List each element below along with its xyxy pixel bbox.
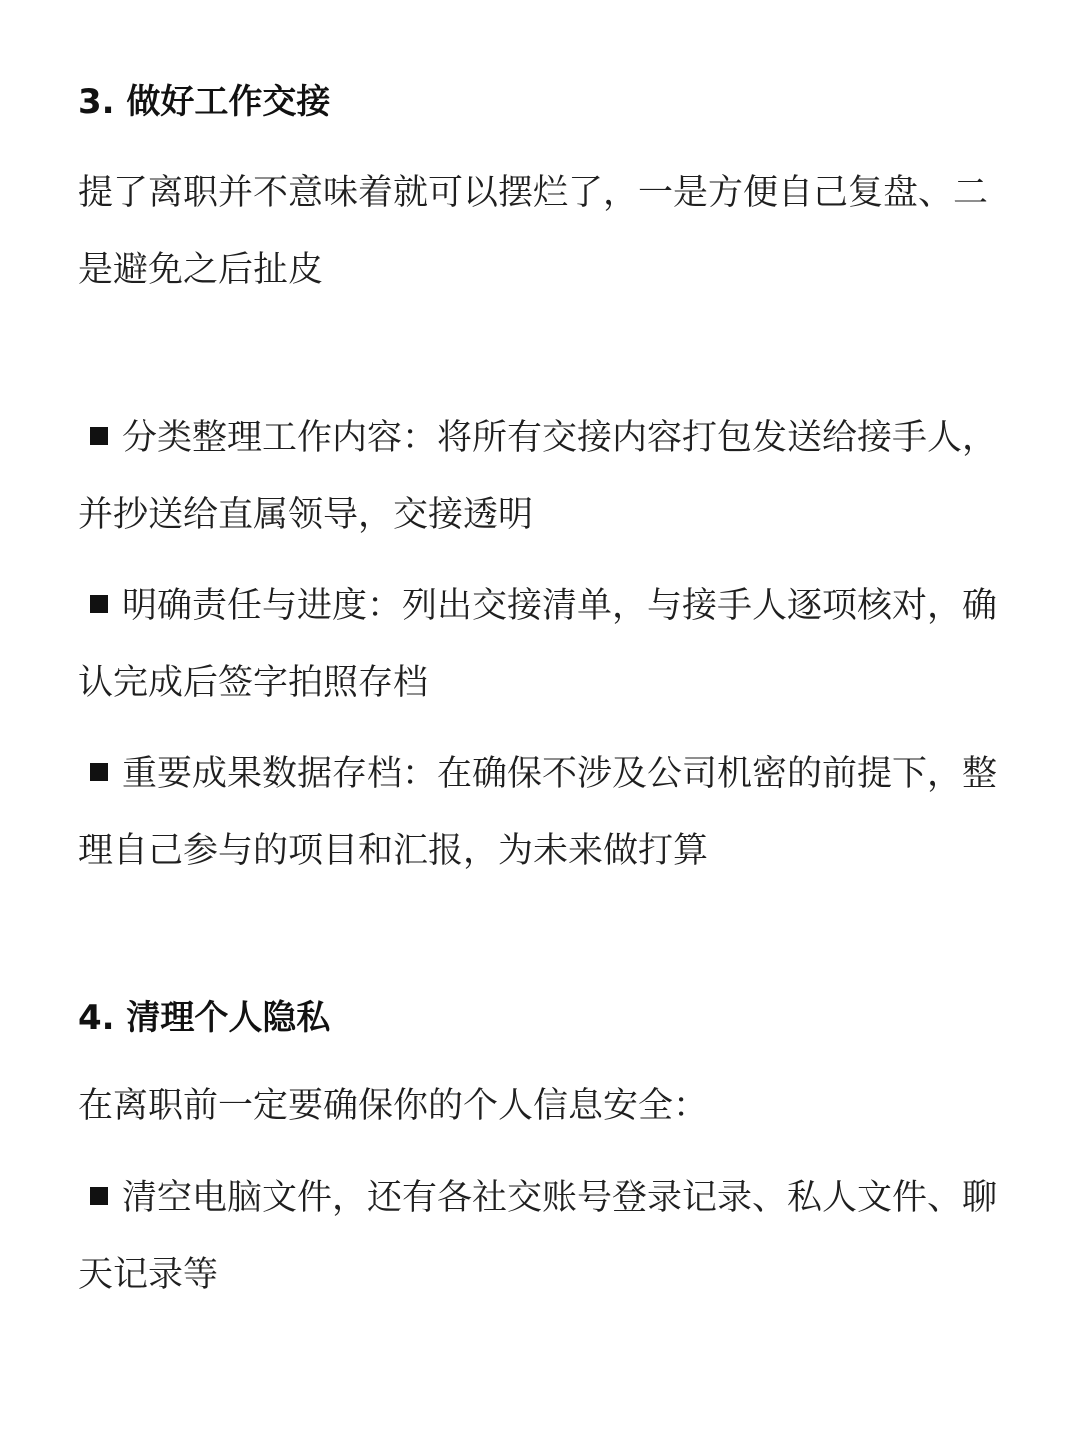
section-heading-4: 4. 清理个人隐私 [78,998,331,1038]
square-bullet-icon [90,427,108,445]
section-4-intro: 在离职前一定要确保你的个人信息安全： [78,1086,709,1126]
square-bullet-icon [90,1187,108,1205]
section-3-bullet-3 [78,736,998,890]
bullet-text: 重要成果数据存档：在确保不涉及公司机密的前提下，整理自己参与的项目和汇报，为未来做打算 [78,754,998,871]
section-3-bullet-2 [78,568,998,722]
bullet-text: 清空电脑文件，还有各社交账号登录记录、私人文件、聊天记录等 [78,1178,998,1295]
square-bullet-icon [90,763,108,781]
section-4-bullet-1 [78,1160,998,1314]
section-3-bullet-1 [78,400,998,554]
square-bullet-icon [90,595,108,613]
section-3-intro: 提了离职并不意味着就可以摆烂了，一是方便自己复盘、二是避免之后扯皮 [78,173,989,290]
bullet-text: 分类整理工作内容：将所有交接内容打包发送给接手人，并抄送给直属领导，交接透明 [78,418,998,535]
bullet-text: 明确责任与进度：列出交接清单，与接手人逐项核对，确认完成后签字拍照存档 [78,586,998,703]
section-heading-3: 3. 做好工作交接 [78,82,331,122]
